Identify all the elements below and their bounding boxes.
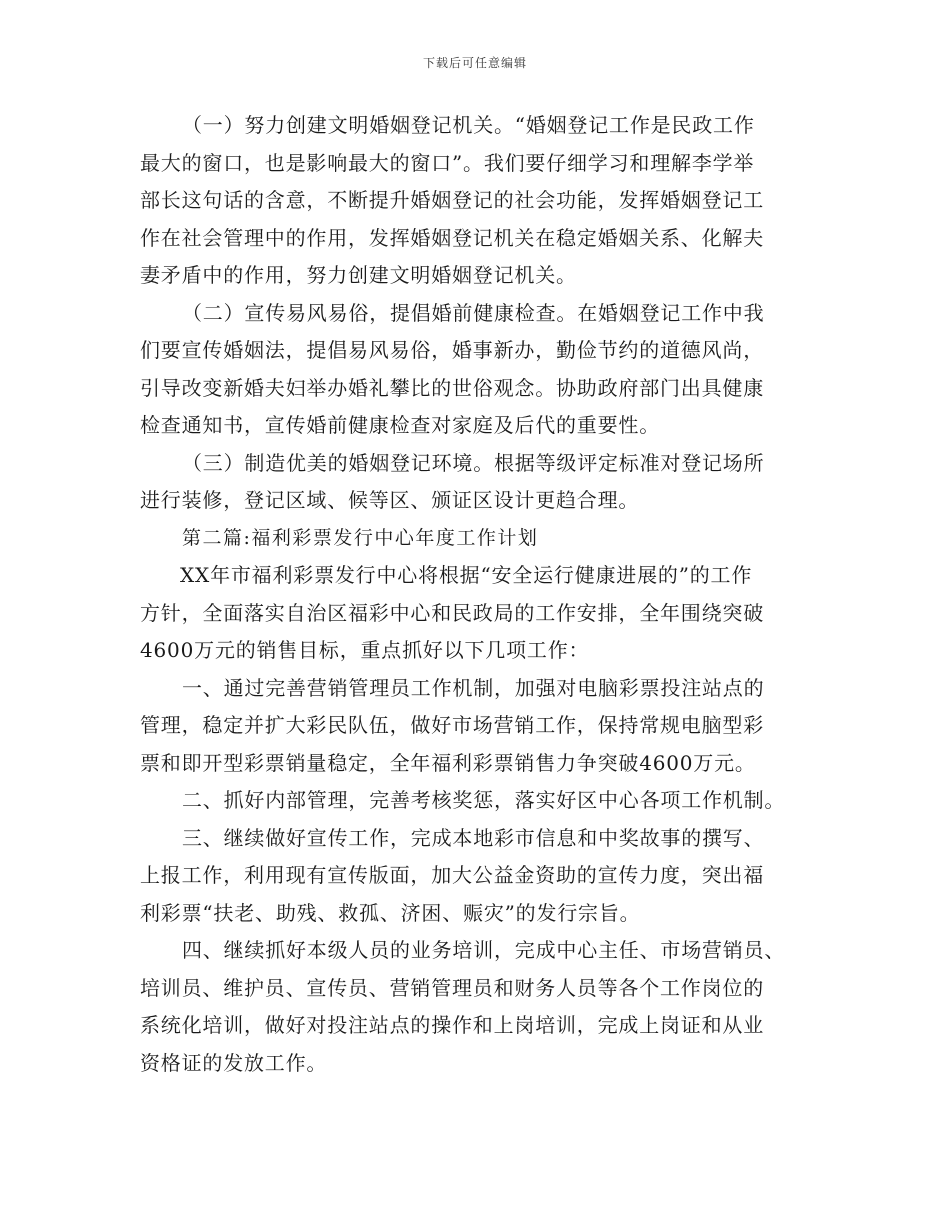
- section-title: 第二篇:福利彩票发行中心年度工作计划: [182, 526, 539, 549]
- item-3-line-2: 上报工作，利用现有宣传版面，加大公益金资助的宣传力度，突出福: [140, 863, 764, 887]
- item-1-line-1: 一、通过完善营销管理员工作机制，加强对电脑彩票投注站点的: [182, 675, 765, 700]
- paragraph-1-line-3: 部长这句话的含意，不断提升婚姻登记的社会功能，发挥婚姻登记工: [140, 188, 764, 212]
- paragraph-2-line-3: 引导改变新婚夫妇举办婚礼攀比的世俗观念。协助政府部门出具健康: [140, 375, 764, 400]
- item-3-line-3: 利彩票“扶老、助残、救孤、济困、赈灾”的发行宗旨。: [140, 900, 641, 925]
- paragraph-4-line-1: XX年市福利彩票发行中心将根据“安全运行健康进展的”的工作: [180, 563, 753, 587]
- body-text: [140, 107, 812, 1082]
- paragraph-3-line-1: （三）制造优美的婚姻登记环境。根据等级评定标准对登记场所: [182, 450, 765, 475]
- paragraph-2-line-1: （二）宣传易风易俗，提倡婚前健康检查。在婚姻登记工作中我: [182, 300, 765, 325]
- item-4-line-1: 四、继续抓好本级人员的业务培训，完成中心主任、市场营销员、: [182, 938, 786, 962]
- paragraph-1-line-2: 最大的窗口，也是影响最大的窗口”。我们要仔细学习和理解李学举: [140, 150, 755, 175]
- item-1-line-2: 管理，稳定并扩大彩民队伍，做好市场营销工作，保持常规电脑型彩: [140, 713, 764, 737]
- paragraph-1-line-1: （一）努力创建文明婚姻登记机关。“婚姻登记工作是民政工作: [182, 113, 755, 137]
- item-3-line-1: 三、继续做好宣传工作，完成本地彩市信息和中奖故事的撰写、: [182, 825, 765, 850]
- item-1-line-3: 票和即开型彩票销量稳定，全年福利彩票销售力争突破4600万元。: [140, 750, 756, 775]
- paragraph-4-line-2: 方针，全面落实自治区福彩中心和民政局的工作安排，全年围绕突破: [140, 600, 764, 625]
- paragraph-2-line-4: 检查通知书，宣传婚前健康检查对家庭及后代的重要性。: [140, 413, 660, 437]
- paragraph-1-line-5: 妻矛盾中的作用，努力创建文明婚姻登记机关。: [140, 263, 577, 287]
- paragraph-2-line-2: 们要宣传婚姻法，提倡易风易俗，婚事新办，勤俭节约的道德风尚，: [140, 338, 764, 362]
- paragraph-3-line-2: 进行装修，登记区域、候等区、颁证区设计更趋合理。: [140, 488, 640, 512]
- item-4-line-2: 培训员、维护员、宣传员、营销管理员和财务人员等各个工作岗位的: [140, 975, 764, 1000]
- item-2-line-1: 二、抓好内部管理，完善考核奖惩，落实好区中心各项工作机制。: [182, 788, 786, 812]
- paragraph-1-line-4: 作在社会管理中的作用，发挥婚姻登记机关在稳定婚姻关系、化解夫: [140, 225, 764, 250]
- download-note: 下载后可任意编辑: [422, 56, 527, 70]
- item-4-line-4: 资格证的发放工作。: [140, 1050, 328, 1075]
- item-4-line-3: 系统化培训，做好对投注站点的操作和上岗培训，完成上岗证和从业: [140, 1013, 764, 1037]
- paragraph-4-line-3: 4600万元的销售目标，重点抓好以下几项工作：: [140, 638, 590, 662]
